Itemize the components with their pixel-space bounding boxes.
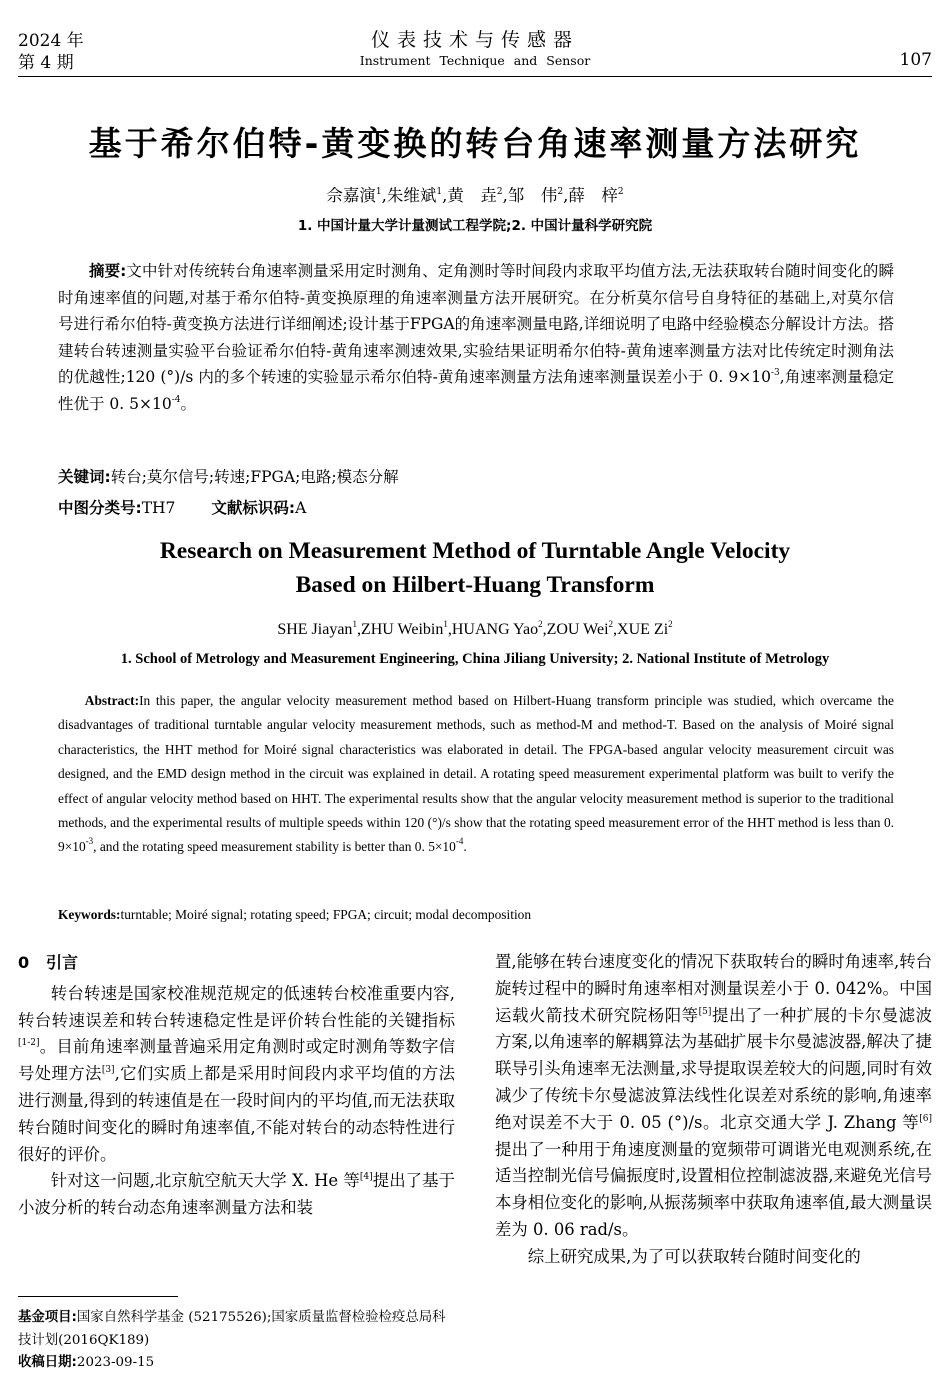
footnote-rule: [18, 1296, 178, 1297]
author-en: SHE Jiayan: [277, 621, 353, 638]
body-paragraph: 置,能够在转台速度变化的情况下获取转台的瞬时角速率,转台旋转过程中的瞬时角速率相对测量误差小于 0. 042%。中国运载火箭技术研究院杨阳等[5]提出了一种扩展的卡尔曼滤波方案,以角速率的解耦算法为基础扩展卡尔曼滤波器,解决了捷联导引头角速率无法测量,求导提取误差较大的问题,同时有效减少了传统卡尔曼滤波算法线性化误差对系统的影响,角速率绝对误差不大于 0. 05 (°)/s。北京交通大学 J. Zhang 等[6]提出了一种用于角速度测量的宽频带可调谐光电观测系统,在适当控制光信号偏振度时,设置相位控制滤波器,来避免光信号本身相位变化的影响,从振荡频率中获取角速率值,最大测量误差为 0. 06 rad/s。: [495, 952, 932, 1239]
authors-cn: 佘嘉演$^1$,朱维斌$^1$,黄 垚$^2$,邹 伟$^2$,薛 梓$^2$: [326, 186, 624, 205]
author-en: ZHU Weibin: [360, 621, 444, 638]
keywords-cn-text: 转台;莫尔信号;转速;FPGA;电路;模态分解: [110, 468, 399, 486]
keywords-cn-label: 关键词:: [58, 468, 111, 486]
citation: [6]: [919, 1113, 932, 1124]
body-left-column: [18, 950, 455, 1222]
clc-number: TH7: [141, 499, 176, 517]
keywords-cn: [58, 465, 399, 487]
abstract-en-label: Abstract:: [84, 693, 140, 708]
running-header-center: [0, 28, 950, 70]
author-cn: 佘嘉演: [326, 186, 376, 205]
abstract-cn-text: 文中针对传统转台角速率测量采用定时测角、定角测时等时间段内求取平均值方法,无法获取转台随时间变化的瞬时角速率值的问题,对基于希尔伯特-黄变换原理的角速率测量方法开展研究。在分析莫尔信号自身特征的基础上,对莫尔信号进行希尔伯特-黄变换方法进行详细阐述;设计基于FPGA的角速率测量电路,详细说明了电路中经验模态分解设计方法。搭建转台转速测量实验平台验证希尔伯特-黄角速率测速效果,实验结果证明希尔伯特-黄角速率测量方法对比传统定时测角法的优越性;120 (°)/s 内的多个转速的实验显示希尔伯特-黄角速率测量方法角速率测量误差小于 0. 9×: [58, 262, 894, 386]
section-heading: 0 引言: [18, 953, 79, 972]
citation: [4]: [359, 1172, 373, 1183]
keywords-en-label: Keywords:: [58, 907, 121, 922]
body-paragraph: 转台转速是国家校准规范规定的低速转台校准重要内容,转台转速误差和转台转速稳定性是评价转台性能的关键指标[1-2]。目前角速率测量普遍采用定角测时或定时测角等数字信号处理方法[3],它们实质上都是采用时间段内求平均值的方法进行测量,得到的转速值是在一段时间内的平均值,而无法获取转台随时间变化的瞬时角速率值,不能对转台的动态特性进行很好的评价。: [18, 983, 455, 1164]
author-cn: 薛 梓: [568, 186, 618, 205]
document-code: A: [295, 499, 307, 517]
authors-en: SHE Jiayan$^1$,ZHU Weibin$^1$,HUANG Yao$^2$,ZOU Wei$^2$,XUE Zi$^2$: [277, 619, 673, 638]
body-paragraph: 针对这一问题,北京航空航天大学 X. He 等[4]提出了基于小波分析的转台动态角速率测量方法和装: [18, 1171, 455, 1218]
paper-title-cn: 基于希尔伯特-黄变换的转台角速率测量方法研究: [88, 124, 862, 163]
abstract-cn: 摘要:文中针对传统转台角速率测量采用定时测角、定角测时等时间段内求取平均值方法,无法获取转台随时间变化的瞬时角速率值的问题,对基于希尔伯特-黄变换原理的角速率测量方法开展研究。在分析莫尔信号自身特征的基础上,对莫尔信号进行希尔伯特-黄变换方法进行详细阐述;设计基于FPGA的角速率测量电路,详细说明了电路中经验模态分解设计方法。搭建转台转速测量实验平台验证希尔伯特-黄角速率测速效果,实验结果证明希尔伯特-黄角速率测量方法对比传统定时测角法的优越性;120 (°)/s 内的多个转速的实验显示希尔伯特-黄角速率测量方法角速率测量误差小于 0. $9\times 10^{-3}$,角速率测量稳定性优于 0. $5\times 10^{-4}$。: [58, 262, 894, 413]
citation: [5]: [698, 1006, 712, 1017]
header-rule: [18, 76, 932, 77]
affiliation-cn: 1. 中国计量大学计量测试工程学院;2. 中国计量科学研究院: [297, 218, 653, 234]
author-cn: 黄 垚: [447, 186, 497, 205]
body-paragraph: 综上研究成果,为了可以获取转台随时间变化的: [527, 1246, 861, 1266]
citation: [3]: [101, 1065, 115, 1076]
journal-name-cn: 仪表技术与传感器: [370, 29, 579, 51]
abstract-cn-label: 摘要:: [89, 262, 127, 280]
author-cn: 邹 伟: [507, 186, 558, 205]
author-en: HUANG Yao: [451, 621, 539, 638]
citation: [1-2]: [18, 1038, 40, 1049]
author-en: XUE Zi: [617, 621, 669, 638]
received-date: 收稿日期:2023-09-15: [18, 1355, 155, 1370]
journal-year: 2024 年: [18, 31, 84, 51]
affiliation-en: 1. School of Metrology and Measurement Engineering, China Jiliang University; 2. National Institute of Metrology: [120, 651, 830, 667]
abstract-en: Abstract:In this paper, the angular velocity measurement method based on Hilbert-Huang transform principle was studied, which overcame the disadvantages of traditional turntable angular velocity measurement methods, such as method-M and method-T. Based on the analysis of Moiré signal characteristics, the HHT method for Moiré signal characteristics was elaborated in detail. The FPGA-based angular velocity measurement circuit was designed, and the EMD design method in the circuit was explained in detail. A rotating speed measurement experimental platform was built to verify the effect of angular velocity method based on HHT. The experimental results show that the angular velocity measurement method is superior to the traditional methods, and the experimental results of multiple speeds within 120 (°)/s show that the rotating speed measurement error of the HHT method is less than 0. $9\times 10^{-3}$, and the rotating speed measurement stability is better than 0. $5\times 10^{-4}$.: [58, 693, 894, 855]
author-en: ZOU Wei: [546, 621, 609, 638]
funding-note: 基金项目:国家自然科学基金 (52175526);国家质量监督检验检疫总局科技计划(2016QK189): [18, 1310, 446, 1348]
page-number: 107: [899, 50, 932, 70]
author-cn: 朱维斌: [386, 186, 437, 205]
keywords-en: [58, 907, 531, 923]
keywords-en-text: turntable; Moiré signal; rotating speed; FPGA; circuit; modal decomposition: [120, 907, 532, 922]
classification: 中图分类号:TH7 文献标识码:A: [58, 499, 307, 517]
body-right-column: [495, 949, 932, 1271]
paper-title-en: Research on Measurement Method of Turntable Angle Velocity Based on Hilbert-Huang Transform: [159, 538, 791, 598]
footnotes: [18, 1307, 458, 1375]
journal-issue: 第 4 期: [18, 53, 74, 73]
journal-name-en: Instrument Technique and Sensor: [359, 53, 591, 68]
abstract-en-text: In this paper, the angular velocity measurement method based on Hilbert-Huang transform principle was studied, which overcame the disadvantages of traditional turntable angular velocity measurement methods, such as method-M and method-T. Based on the analysis of Moiré signal characteristics, the HHT method for Moiré signal characteristics was elaborated in detail. The FPGA-based angular velocity measurement circuit was designed, and the EMD design method in the circuit was explained in detail. A rotating speed measurement experimental platform was built to verify the effect of angular velocity method based on HHT. The experimental results show that the angular velocity measurement method is superior to the traditional methods, and the experimental results of multiple speeds within 120 (°)/s show that the rotating speed measurement error of the HHT method is less than 0. 9×10: [58, 693, 894, 855]
